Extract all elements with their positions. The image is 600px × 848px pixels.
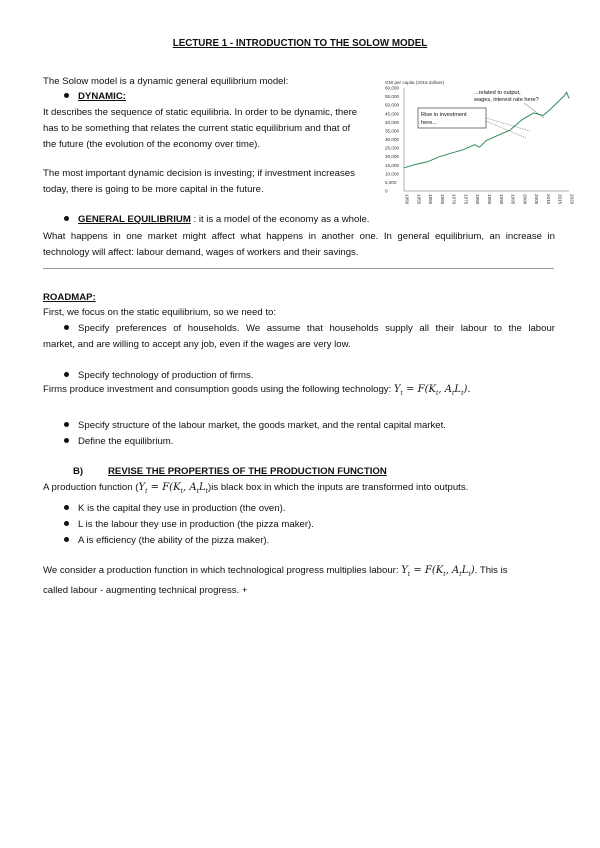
annotation-box-line-1: Rise in investment: [421, 112, 467, 118]
x-tick-label: 1960: [428, 194, 434, 205]
dynamic-text-1: It describes the sequence of static equilibria. In order to be dynamic, there: [43, 107, 358, 118]
ge-paragraph-1: What happens in one market might affect what happens in another one. In general equilibrium, an increase in: [43, 231, 555, 242]
y-tick-label: 20,000: [385, 154, 400, 160]
x-tick-label: 1985: [487, 194, 492, 205]
roadmap-bullet-2: Specify technology of production of firms.: [64, 370, 253, 381]
x-tick-label: 1990: [498, 194, 504, 205]
y-tick-label: 40,000: [385, 119, 400, 125]
y-tick-label: 30,000: [385, 137, 400, 142]
input-k: K is the capital they use in production (the oven).: [64, 503, 285, 514]
dynamic-text-2: has to be something that relates the current static equilibrium and that of: [43, 123, 351, 134]
bullet-icon: [64, 93, 69, 98]
x-tick-label: 1995: [510, 194, 516, 205]
firms-technology-line: Firms produce investment and consumption goods using the following technology: $Y_t = F(K_t$, $A_tL_t$).: [43, 384, 471, 397]
y-tick-label: 55,000: [385, 94, 400, 100]
production-function-definition: A production function ($Y_t = F(K_t$, $A_tL_t)is$ black box in which the inputs are transformed into outputs.: [43, 482, 469, 495]
bullet-icon: [64, 216, 69, 221]
ge-text: : it is a model of the economy as a whole.: [190, 214, 370, 225]
y-tick-label: 60,000: [385, 85, 400, 91]
x-tick-label: 1975: [463, 194, 469, 205]
gni-chart: [384, 76, 574, 216]
chart-x-ticks: [405, 194, 575, 205]
x-tick-label: 1980: [475, 194, 481, 205]
x-tick-label: 1955: [416, 194, 422, 205]
input-l: L is the labour they use in production (the pizza maker).: [64, 519, 314, 530]
labour-augmenting-line-1: We consider a production function in which technological progress multiplies labour: $Y_t = F(K_t$, $A_tL_t$). This is: [43, 565, 508, 578]
dynamic-text-3: the future (the evolution of the economy over time).: [43, 139, 261, 150]
intro-line: The Solow model is a dynamic general equilibrium model:: [43, 76, 289, 87]
annotation-leader-2: [486, 121, 526, 138]
bullet-icon: [64, 537, 69, 542]
y-tick-label: 5,000: [385, 179, 397, 185]
dynamic-bullet: [64, 91, 126, 102]
x-tick-label: 1950: [404, 194, 410, 205]
y-tick-label: 45,000: [385, 111, 400, 117]
roadmap-bullet-1: Specify preferences of households. We assume that households supply all their labour to the labour: [64, 323, 555, 334]
x-tick-label: 2000: [522, 194, 528, 205]
annotation-right-leader: [524, 103, 544, 118]
section-b-letter: B): [73, 466, 84, 477]
y-tick-label: 50,000: [385, 102, 400, 108]
x-tick-label: 1970: [451, 194, 457, 205]
roadmap-bullet-4: Define the equilibrium.: [64, 436, 173, 447]
bullet-icon: [64, 422, 69, 427]
chart-series-line: [404, 92, 569, 168]
x-tick-label: 2020: [569, 194, 574, 205]
x-tick-label: 2010: [545, 194, 551, 205]
roadmap-heading: ROADMAP:: [43, 292, 96, 303]
roadmap-bullet-3: Specify structure of the labour market, the goods market, and the rental capital market.: [64, 420, 446, 431]
x-tick-label: 2015: [557, 194, 563, 205]
roadmap-intro: First, we focus on the static equilibrium, so we need to:: [43, 307, 277, 318]
general-equilibrium-bullet: [64, 214, 369, 225]
annotation-right-line-2: wages, interest rate here?: [474, 97, 539, 103]
y-tick-label: 0: [385, 188, 388, 194]
bullet-icon: [64, 438, 69, 443]
bullet-icon: [64, 521, 69, 526]
bullet-icon: [64, 325, 69, 330]
roadmap-bullet-1-cont: market, and are willing to accept any job, even if the wages are very low.: [43, 339, 351, 350]
production-function-inline: $Y_t = F(K_t$, $A_tL_t$: [138, 482, 209, 495]
y-tick-label: 15,000: [385, 162, 400, 168]
x-tick-label: 2005: [534, 194, 540, 205]
section-divider: [43, 268, 554, 269]
page-title: LECTURE 1 - INTRODUCTION TO THE SOLOW MODEL: [172, 38, 428, 49]
section-b-heading: REVISE THE PROPERTIES OF THE PRODUCTION FUNCTION: [108, 466, 387, 477]
investing-text-1: The most important dynamic decision is investing; if investment increases: [43, 168, 355, 179]
bullet-icon: [64, 372, 69, 377]
investing-text-2: today, there is going to be more capital in the future.: [43, 184, 264, 195]
input-a: A is efficiency (the ability of the pizza maker).: [64, 535, 269, 546]
y-tick-label: 25,000: [385, 145, 400, 151]
annotation-box-line-2: here...: [421, 120, 437, 126]
labour-augmenting-formula: $Y_t = F(K_t$, $A_tL_t$): [401, 565, 475, 578]
y-tick-label: 10,000: [385, 171, 400, 177]
dynamic-label: DYNAMIC:: [78, 91, 126, 102]
ge-paragraph-2: technology will affect: labour demand, wages of workers and their savings.: [43, 247, 359, 258]
ge-label: GENERAL EQUILIBRIUM: [78, 214, 191, 225]
annotation-right-line-1: ...related to output,: [474, 90, 521, 96]
chart-y-ticks: [385, 86, 399, 194]
y-tick-label: 35,000: [385, 128, 400, 134]
labour-augmenting-line-2: called labour - augmenting technical progress. +: [43, 585, 248, 596]
chart-ylabel: GNI per capita (2015 dollars): [385, 80, 444, 85]
x-tick-label: 1965: [439, 194, 445, 205]
production-function-formula: $Y_t = F(K_t$, $A_tL_t$).: [393, 384, 471, 397]
annotation-leader-1: [486, 118, 530, 131]
bullet-icon: [64, 505, 69, 510]
